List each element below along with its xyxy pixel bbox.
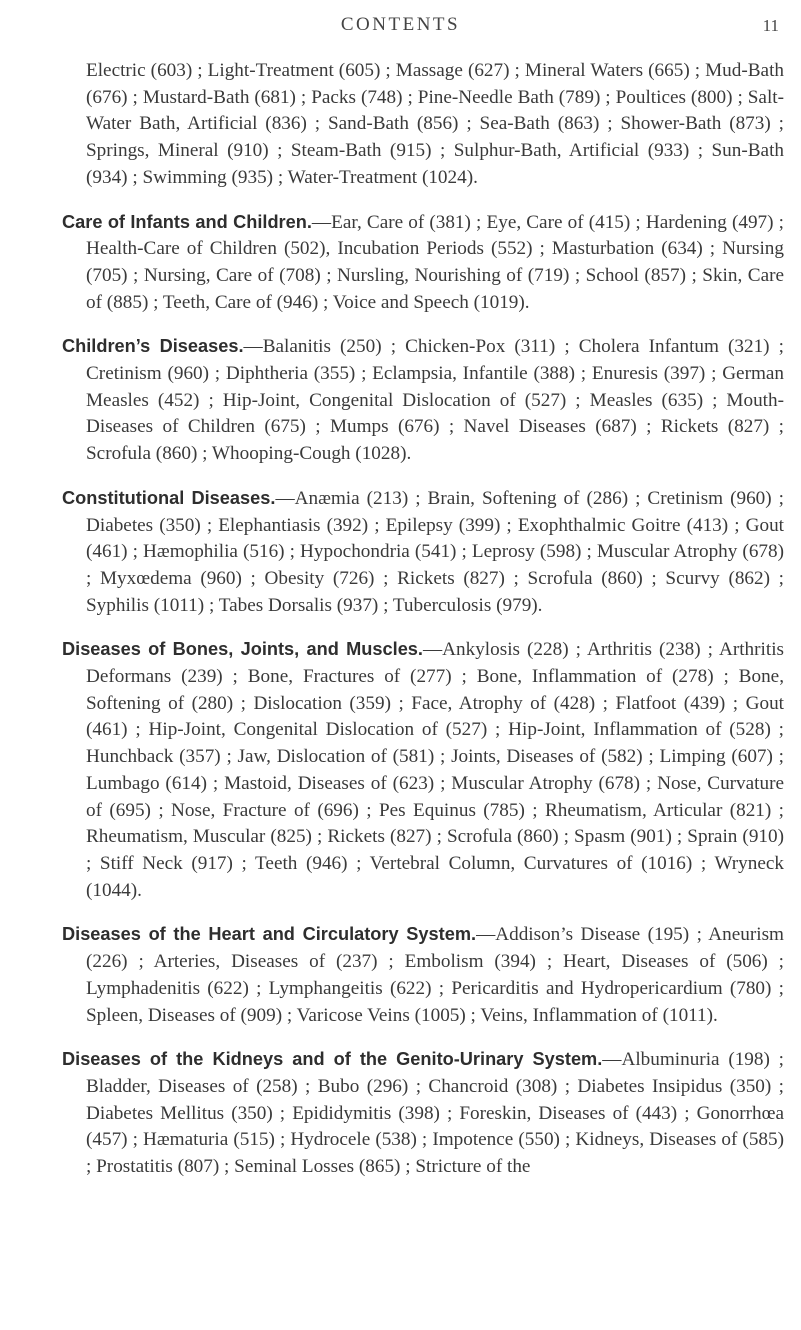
entry-text: —Albuminuria (198) ; Bladder, Diseases of (258) ; Bubo (296) ; Chancroid (308) ; Diabetes Insipidus (350) ; Diabetes Mellitus (350) ; Epididymitis (398) ; Foreskin, Diseases of (443) ; Gonorrhœa (457) ; Hæmaturia (515) ; Hydrocele (538) ; Impotence (550) ; Kidneys, Diseases of (585) ; Prostatitis (807) ; Seminal Losses (865) ; Stricture of the	[86, 1049, 785, 1178]
entry-text: —Balanitis (250) ; Chicken-Pox (311) ; Cholera Infantum (321) ; Cretinism (960) ; Diphtheria (355) ; Eclampsia, Infantile (388) ; Enuresis (397) ; German Measles (452) ; Hip-Joint, Congenital Dislocation of (527) ; Measles (635) ; Mouth-Diseases of Children (675) ; Mumps (676) ; Navel Diseases (687) ; Rickets (827) ; Scrofula (860) ; Whooping-Cough (1028).	[86, 336, 784, 465]
contents-entry-bones-joints-muscles	[62, 636, 784, 904]
page-title: CONTENTS	[340, 14, 461, 35]
entry-heading: Constitutional Diseases.	[62, 487, 276, 508]
entry-heading: Diseases of the Kidneys and of the Genito-Urinary System.	[62, 1049, 603, 1070]
contents-entry-heart-circulatory	[62, 921, 784, 1029]
entry-text: —Ear, Care of (381) ; Eye, Care of (415) ; Hardening (497) ; Health-Care of Children (502), Incubation Periods (552) ; Masturbation (634) ; Nursing (705) ; Nursing, Care of (708) ; Nursling, Nourishing of (719) ; School (857) ; Skin, Care of (885) ; Teeth, Care of (946) ; Voice and Speech (1019).	[86, 211, 784, 313]
entry-heading: Children’s Diseases.	[62, 336, 244, 357]
running-head	[0, 14, 801, 44]
entry-heading: Care of Infants and Children.	[62, 211, 312, 232]
contents-entry-care-of-infants	[62, 209, 784, 317]
entry-text: Electric (603) ; Light-Treatment (605) ; Massage (627) ; Mineral Waters (665) ; Mud-Bath (676) ; Mustard-Bath (681) ; Packs (748) ; Pine-Needle Bath (789) ; Poultices (800) ; Salt-Water Bath, Artificial (836) ; Sand-Bath (856) ; Sea-Bath (863) ; Shower-Bath (873) ; Springs, Mineral (910) ; Steam-Bath (915) ; Sulphur-Bath, Artificial (933) ; Sun-Bath (934) ; Swimming (935) ; Water-Treatment (1024).	[86, 60, 784, 188]
entry-heading: Diseases of Bones, Joints, and Muscles.	[62, 639, 423, 660]
contents-entry-continued	[62, 58, 784, 192]
page-number: 11	[762, 16, 779, 35]
entry-text: —Ankylosis (228) ; Arthritis (238) ; Arthritis Deformans (239) ; Bone, Fractures of (277) ; Bone, Inflammation of (278) ; Bone, Softening of (280) ; Dislocation (359) ; Face, Atrophy of (428) ; Flatfoot (439) ; Gout (461) ; Hip-Joint, Congenital Dislocation of (527) ; Hip-Joint, Inflammation of (528) ; Hunchback (357) ; Jaw, Dislocation of (581) ; Joints, Diseases of (582) ; Limping (607) ; Lumbago (614) ; Mastoid, Diseases of (623) ; Muscular Atrophy (678) ; Nose, Curvature of (695) ; Nose, Fracture of (696) ; Pes Equinus (785) ; Rheumatism, Articular (821) ; Rheumatism, Muscular (825) ; Rickets (827) ; Scrofula (860) ; Spasm (901) ; Sprain (910) ; Stiff Neck (917) ; Teeth (946) ; Vertebral Column, Curvatures of (1016) ; Wryneck (1044).	[86, 639, 784, 901]
contents-entry-constitutional-diseases	[62, 485, 784, 620]
contents-entry-childrens-diseases	[62, 333, 784, 468]
entry-text: —Anæmia (213) ; Brain, Softening of (286) ; Cretinism (960) ; Diabetes (350) ; Elephantiasis (392) ; Epilepsy (399) ; Exophthalmic Goitre (413) ; Gout (461) ; Hæmophilia (516) ; Hypochondria (541) ; Leprosy (598) ; Muscular Atrophy (678) ; Myxœdema (960) ; Obesity (726) ; Rickets (827) ; Scrofula (860) ; Scurvy (862) ; Syphilis (1011) ; Tabes Dorsalis (937) ; Tuberculosis (979).	[86, 487, 784, 616]
contents-entry-kidneys-genito-urinary	[62, 1046, 784, 1181]
entry-heading: Diseases of the Heart and Circulatory System.	[62, 924, 477, 945]
entry-text: —Addison’s Disease (195) ; Aneurism (226) ; Arteries, Diseases of (237) ; Embolism (394) ; Heart, Diseases of (506) ; Lymphadenitis (622) ; Lymphangeitis (622) ; Pericarditis and Hydropericardium (780) ; Spleen, Diseases of (909) ; Varicose Veins (1005) ; Veins, Inflammation of (1011).	[86, 924, 784, 1026]
contents-body	[62, 58, 784, 1198]
